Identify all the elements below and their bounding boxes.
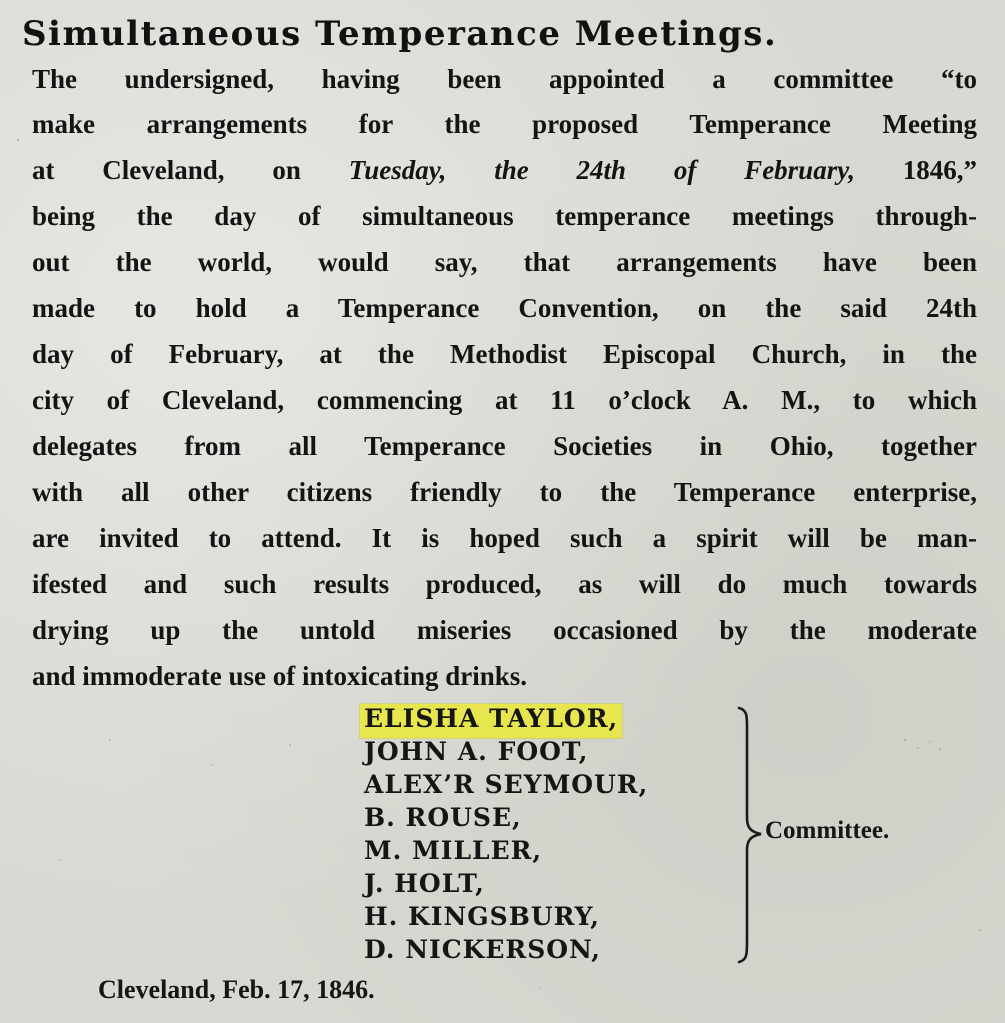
signatory: H. KINGSBURY, <box>364 902 600 931</box>
body-line-1-text: The undersigned, having been appointed a committee “to <box>32 64 977 94</box>
body-line-9 <box>32 431 977 477</box>
body-line-3 <box>32 155 977 201</box>
body-line-5-text: out the world, would say, that arrangements have been <box>32 247 977 277</box>
signatory: JOHN A. FOOT, <box>364 737 589 766</box>
body-line-14 <box>32 661 527 707</box>
body-line-6 <box>32 293 977 339</box>
body-line-2 <box>32 109 977 155</box>
signatory: D. NICKERSON, <box>364 935 601 964</box>
dateline: Cleveland, Feb. 17, 1846. <box>98 975 375 1004</box>
body-line-10-text: with all other citizens friendly to the Temperance enterprise, <box>32 477 977 507</box>
signatory-highlighted: ELISHA TAYLOR, <box>360 704 622 738</box>
body-line-11 <box>32 523 977 569</box>
body-line-3-text: at Cleveland, on <box>32 155 349 185</box>
body-line-11-text: are invited to attend. It is hoped such a spirit will be man- <box>32 523 977 553</box>
article-title: Simultaneous Temperance Meetings. <box>22 14 778 54</box>
body-line-8-text: city of Cleveland, commencing at 11 o’clock A. M., to which <box>32 385 977 415</box>
signatory: ALEX’R SEYMOUR, <box>364 770 649 799</box>
body-line-4-text: being the day of simultaneous temperance meetings through- <box>32 201 977 231</box>
body-line-13-text: drying up the untold miseries occasioned by the moderate <box>32 615 977 645</box>
curly-brace <box>735 706 765 964</box>
body-line-12 <box>32 569 977 615</box>
signatory: M. MILLER, <box>364 836 543 865</box>
body-line-5 <box>32 247 977 293</box>
body-line-1 <box>32 64 977 110</box>
signatory: B. ROUSE, <box>364 803 522 832</box>
body-line-2-text: make arrangements for the proposed Temperance Meeting <box>32 109 977 139</box>
committee-label: Committee. <box>765 817 890 844</box>
body-line-13 <box>32 615 977 661</box>
body-line-9-text: delegates from all Temperance Societies in Ohio, together <box>32 431 977 461</box>
body-line-7 <box>32 339 977 385</box>
body-line-3-italic: Tuesday, the 24th of February, <box>348 155 855 185</box>
body-line-6-text: made to hold a Temperance Convention, on the said 24th <box>32 293 977 323</box>
body-line-7-text: day of February, at the Methodist Episcopal Church, in the <box>32 339 977 369</box>
body-line-8 <box>32 385 977 431</box>
body-line-3-tail: 1846,” <box>854 155 978 185</box>
body-line-4 <box>32 201 977 247</box>
body-line-10 <box>32 477 977 523</box>
body-line-14-text: and immoderate use of intoxicating drinks. <box>32 661 528 691</box>
body-line-12-text: ifested and such results produced, as will do much towards <box>32 569 977 599</box>
signatory: J. HOLT, <box>364 869 485 898</box>
